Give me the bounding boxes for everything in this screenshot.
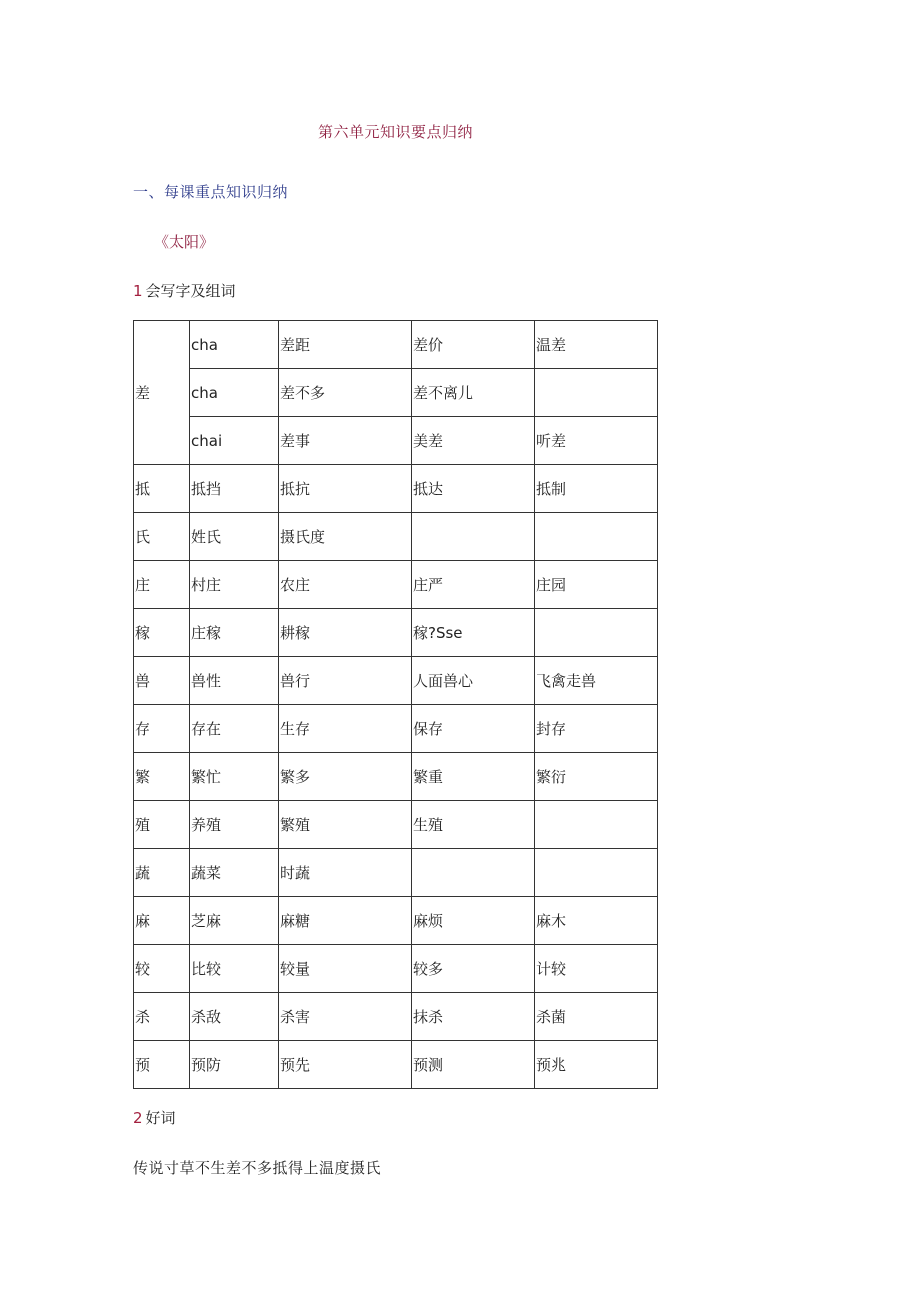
character-cell: 麻 [134,897,190,945]
character-cell: 差 [134,321,190,465]
character-cell: 稼 [134,609,190,657]
word-cell: 差距 [279,321,412,369]
table-row [134,465,658,513]
character-cell: 蔬 [134,849,190,897]
word-cell: 计较 [535,945,658,993]
table-row [134,417,658,465]
word-cell: 耕稼 [279,609,412,657]
table-row [134,1041,658,1089]
word-cell: 差不离儿 [412,369,535,417]
character-cell: 繁 [134,753,190,801]
word-cell [535,801,658,849]
word-cell: 庄园 [535,561,658,609]
character-cell: 抵 [134,465,190,513]
table-row [134,993,658,1041]
table-row [134,801,658,849]
word-cell: 保存 [412,705,535,753]
word-cell: 庄稼 [190,609,279,657]
word-cell: 较多 [412,945,535,993]
word-cell: 比较 [190,945,279,993]
word-cell: 农庄 [279,561,412,609]
word-cell: 听差 [535,417,658,465]
word-cell: 预兆 [535,1041,658,1089]
table-row [134,945,658,993]
word-cell [412,513,535,561]
word-cell: 较量 [279,945,412,993]
document-title: 第六单元知识要点归纳 [318,123,474,141]
good-words-text: 传说寸草不生差不多抵得上温度摄氏 [133,1159,382,1177]
word-cell [535,849,658,897]
table-row [134,321,658,369]
pinyin-cell: chai [190,417,279,465]
word-cell: 兽行 [279,657,412,705]
word-cell: 庄严 [412,561,535,609]
character-cell: 兽 [134,657,190,705]
character-cell: 较 [134,945,190,993]
word-cell: 姓氏 [190,513,279,561]
word-cell: 差事 [279,417,412,465]
word-cell: 抵挡 [190,465,279,513]
word-cell: 繁衍 [535,753,658,801]
table-row [134,849,658,897]
table-row [134,561,658,609]
word-cell: 兽性 [190,657,279,705]
word-cell: 杀敌 [190,993,279,1041]
character-cell: 氏 [134,513,190,561]
section-heading: 一、每课重点知识归纳 [133,183,289,201]
part2-number: 2 [133,1109,143,1127]
word-cell: 存在 [190,705,279,753]
pinyin-cell: cha [190,321,279,369]
table-row [134,657,658,705]
word-cell: 生存 [279,705,412,753]
pinyin-cell: cha [190,369,279,417]
word-cell: 麻木 [535,897,658,945]
word-cell: 差价 [412,321,535,369]
word-cell [535,369,658,417]
character-cell: 殖 [134,801,190,849]
word-cell: 摄氏度 [279,513,412,561]
part2-label: 好词 [145,1109,176,1127]
part1-number: 1 [133,282,143,300]
table-row [134,513,658,561]
part1-heading [133,280,236,301]
word-cell: 繁重 [412,753,535,801]
word-cell: 美差 [412,417,535,465]
word-cell [535,513,658,561]
word-cell: 抹杀 [412,993,535,1041]
word-cell: 芝麻 [190,897,279,945]
word-cell: 抵达 [412,465,535,513]
table-row [134,705,658,753]
word-cell: 繁多 [279,753,412,801]
table-row [134,753,658,801]
word-cell: 麻烦 [412,897,535,945]
word-cell: 人面兽心 [412,657,535,705]
word-cell: 温差 [535,321,658,369]
word-cell: 飞禽走兽 [535,657,658,705]
word-cell [535,609,658,657]
word-cell: 繁殖 [279,801,412,849]
word-cell: 预防 [190,1041,279,1089]
word-cell: 时蔬 [279,849,412,897]
word-cell: 生殖 [412,801,535,849]
word-cell: 养殖 [190,801,279,849]
word-cell: 繁忙 [190,753,279,801]
character-cell: 存 [134,705,190,753]
word-cell: 预测 [412,1041,535,1089]
part1-label: 会写字及组词 [145,282,236,300]
word-cell: 杀菌 [535,993,658,1041]
word-cell: 预先 [279,1041,412,1089]
part2-heading [133,1107,176,1128]
lesson-title: 《太阳》 [154,233,215,251]
character-cell: 庄 [134,561,190,609]
word-cell: 抵制 [535,465,658,513]
table-row [134,897,658,945]
word-cell [412,849,535,897]
word-cell: 村庄 [190,561,279,609]
character-cell: 预 [134,1041,190,1089]
word-cell: 差不多 [279,369,412,417]
character-cell: 杀 [134,993,190,1041]
vocabulary-table [133,320,658,1089]
word-cell: 蔬菜 [190,849,279,897]
word-cell: 抵抗 [279,465,412,513]
word-cell: 封存 [535,705,658,753]
word-cell: 杀害 [279,993,412,1041]
word-cell: 稼?Sse [412,609,535,657]
word-cell: 麻糖 [279,897,412,945]
table-row [134,369,658,417]
table-row [134,609,658,657]
